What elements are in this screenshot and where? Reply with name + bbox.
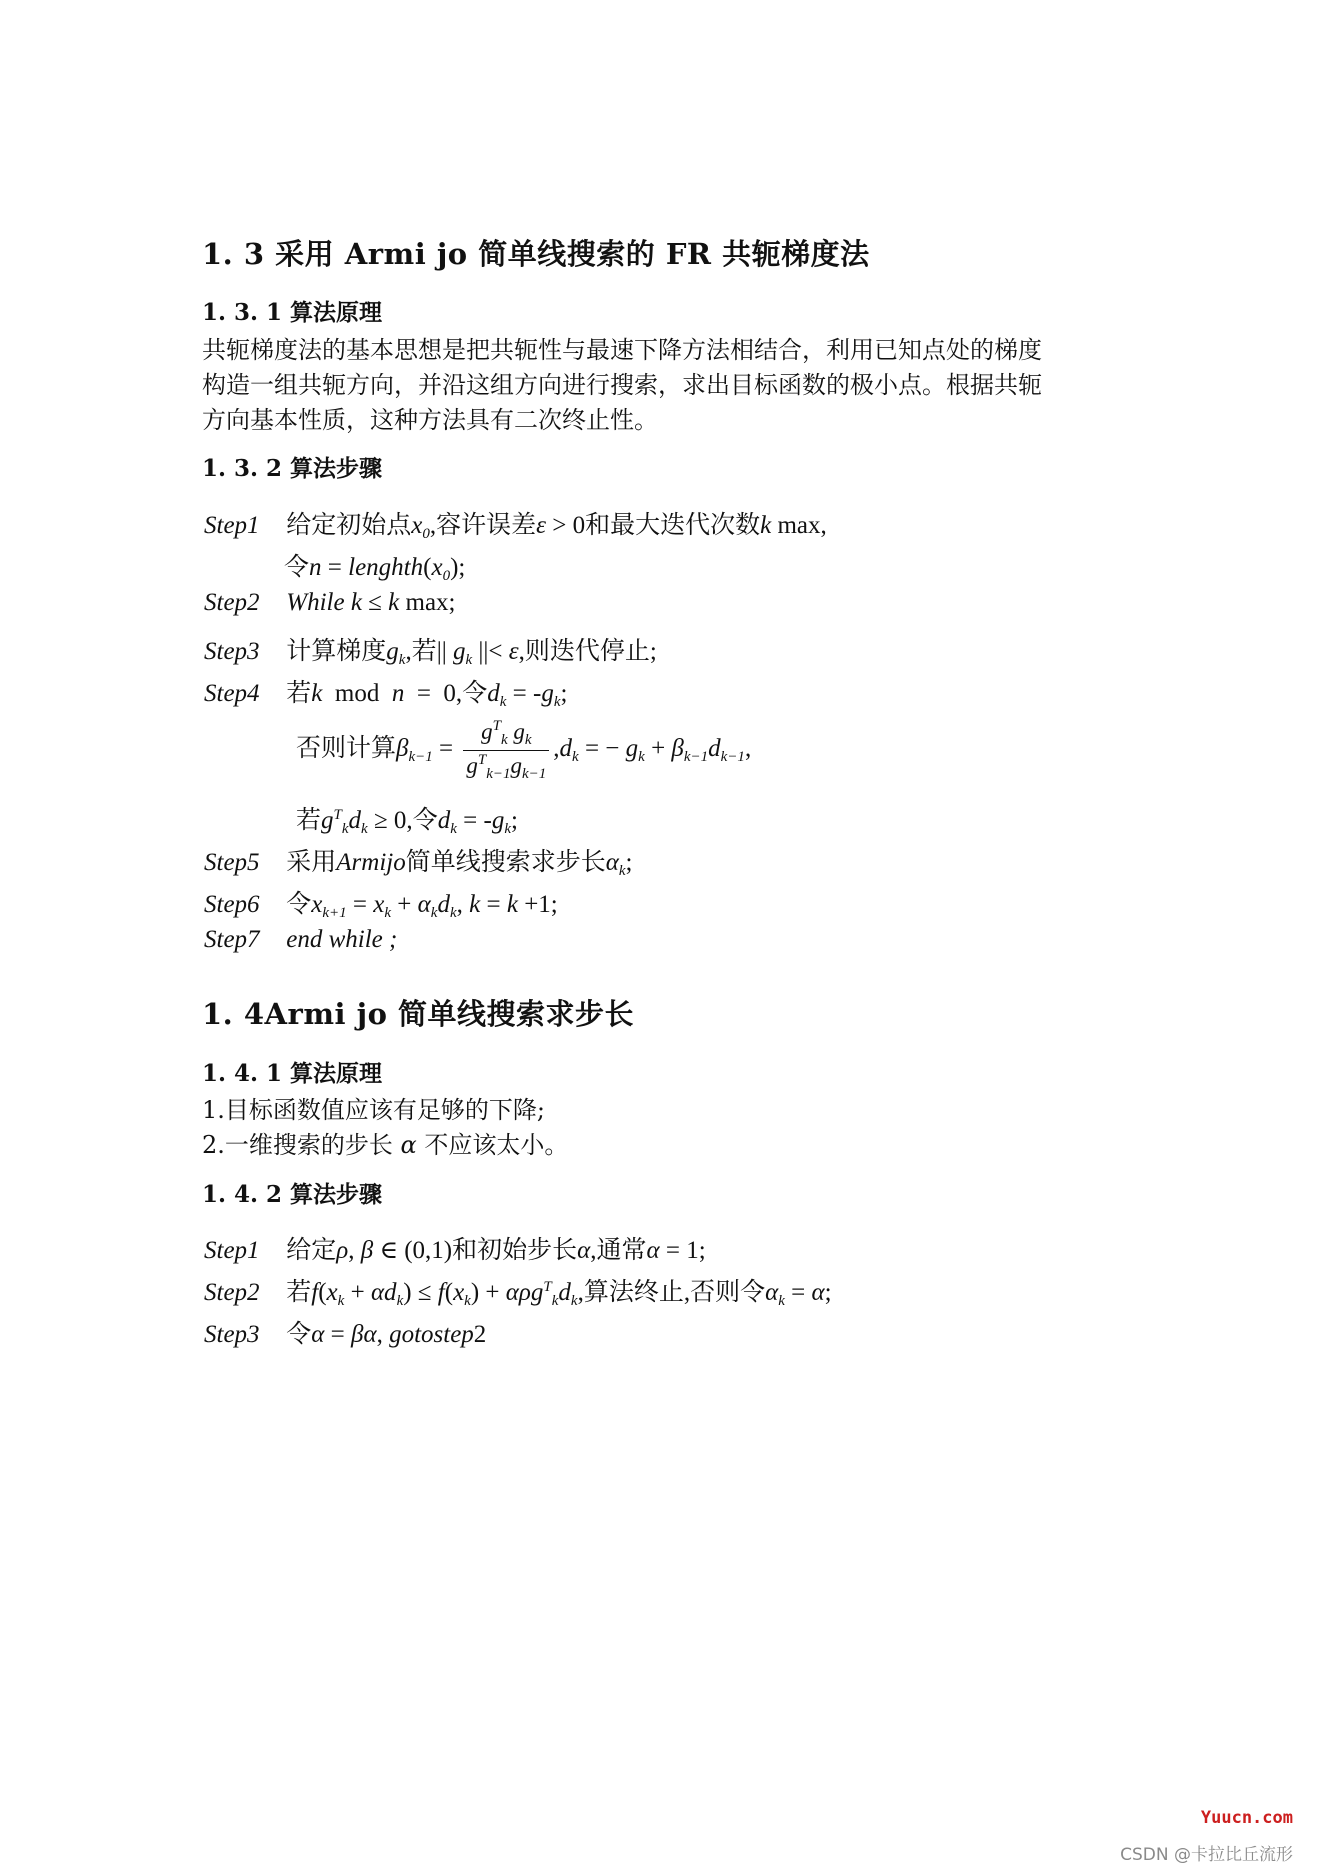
step4-ling2: 令 [412,807,438,834]
step-label: Step3 [204,638,260,665]
point-2-text2: 不应该太小。 [424,1131,569,1159]
math-armijo: Armijo [336,849,406,876]
math-dk-neg: $d_k = -g_k$; [487,680,568,710]
math-descent-check: $g^T_kd_k \ge 0$, [321,807,413,837]
step4-ruo2: 若 [296,807,322,834]
paragraph-line: 构造一组共轭方向，并沿这组方向进行搜索，求出目标函数的极小点。根据共轭 [202,371,1042,399]
credit-watermark: CSDN @卡拉比丘流形 [1120,1845,1293,1865]
step5-text: 采用 [286,849,337,876]
fr-step4-line3 [296,800,518,838]
fraction [463,718,549,783]
step4-fouze: 否则计算 [296,735,397,763]
math-x0: $x_0$ [411,512,430,542]
a-step2-ruo: 若 [286,1279,312,1306]
fraction-numerator: $g^T_k$ $g_k$ [463,718,549,751]
fr-step1-line [204,505,827,543]
section-1-4-title: 1. 4Armi jo 简单线搜索求步长 [202,997,635,1031]
point-2-text: 2.一维搜索的步长 [202,1131,393,1159]
math-while: While k ≤ k max; [286,589,456,616]
step3-text2: ,若 [405,638,437,665]
step1-text2: ,容许误差 [429,512,537,539]
a-step1-text: 给定 [286,1237,337,1264]
section-1-3-title: 1. 3 采用 Armi jo 简单线搜索的 FR 共轭梯度法 [202,237,870,271]
fr-step6-line [204,884,558,922]
step1-text3: 和最大迭代次数 [585,512,761,539]
step1-ling: 令 [284,554,310,581]
math-x-update: $x_{k+1} = x_k + \alpha_kd_k$, k = k +1; [311,891,558,921]
fr-step4-line2: 否则计算$\beta_{k-1}$ = $\frac{g^T_k g_k}{g^T_{k-1}g_{k-1}}$ $,d_k$ = − $g_k + \beta_{k-1}d_{k-1}$, [296,718,752,782]
armijo-step1-line [204,1230,706,1266]
section-1-3-1-paragraph [202,333,1132,438]
armijo-step2-line [204,1272,832,1310]
math-alphak: $\alpha_k$ [605,849,626,879]
step4-ling: 令 [462,680,488,707]
math-armijo-condition: $f(x_k + \alpha d_k) \le f(x_k) + \alpha\rho g^T_kd_k$ [311,1279,578,1309]
a-step3-ling: 令 [286,1321,312,1348]
math-n-length: n [309,554,322,581]
step5-text2: 简单线搜索求步长 [405,849,606,876]
math-dk-neg2: $d_k = -g_k$; [437,807,518,837]
section-1-4-1-points [202,1093,1132,1163]
paragraph-line: 共轭梯度法的基本思想是把共轭性与最速下降方法相结合，利用已知点处的梯度 [202,336,1042,364]
step-label: Step6 [204,891,260,918]
site-watermark: Yuucn.com [1200,1808,1293,1828]
paragraph-line: 方向基本性质，这种方法具有二次终止性。 [202,406,658,434]
a-step1-text2: 和初始步长 [452,1237,578,1264]
section-1-3-2-title: 1. 3. 2 算法步骤 [202,455,383,482]
section-1-3-1-title: 1. 3. 1 算法原理 [202,299,383,326]
step-label: Step7 [204,926,260,953]
math-eps: ε > 0 [536,512,586,539]
step-label: Step1 [204,512,260,539]
a-step2-text: ,算法终止,否则令 [577,1279,766,1306]
section-1-4-1-title: 1. 4. 1 算法原理 [202,1060,383,1087]
math-alpha-one: α = 1; [646,1237,706,1264]
fr-step3-line [204,631,657,669]
fr-step5-line: Step5 采用Armijo简单线搜索求步长$\alpha_k$; [204,849,633,879]
section-1-4-2-title: 1. 4. 2 算法步骤 [202,1181,383,1208]
fr-step2-line [204,589,456,617]
step-label: Step2 [204,589,260,616]
fr-step7-line [204,926,397,954]
fr-step4-line [204,673,567,711]
math-alpha-init: α [577,1237,591,1264]
step3-text3: ,则迭代停止; [518,638,657,665]
step3-text: 计算梯度 [286,638,387,665]
math-rho-beta: ρ, β ∈ (0,1) [336,1237,453,1264]
math-mod: k mod n = 0, [311,680,463,707]
a-step1-text3: ,通常 [590,1237,647,1264]
step-label: Step2 [204,1279,260,1306]
step-label: Step4 [204,680,260,707]
math-beta: $\beta_{k-1}$ [396,735,433,766]
math-dk-update: $d_k$ = − $g_k + \beta_{k-1}d_{k-1}$, [559,735,752,766]
fraction-denominator: $g^T_{k-1}g_{k-1}$ [466,752,547,782]
point-2 [202,1128,1132,1163]
math-kmax: k max, [760,512,827,539]
step6-ling: 令 [286,891,312,918]
math-alpha: α [392,1131,425,1159]
step4-ruo: 若 [286,680,312,707]
math-alphak-assign: $\alpha_k = \alpha$; [765,1279,832,1309]
step1-text: 给定初始点 [286,512,412,539]
step-label: Step5 [204,849,260,876]
math-alpha-update: α = βα, gotostep2 [311,1321,487,1348]
fr-step1-line2: 令$n = lenghth(x_0)$; [284,554,466,584]
armijo-step3-line [204,1314,486,1350]
point-1: 1.目标函数值应该有足够的下降; [202,1096,545,1124]
step-label: Step1 [204,1237,260,1264]
step7-text: end while ; [286,926,398,953]
math-norm: || $g_k$ ||< ε [436,638,519,668]
math-gk: $g_k$ [386,638,406,668]
step-label: Step3 [204,1321,260,1348]
